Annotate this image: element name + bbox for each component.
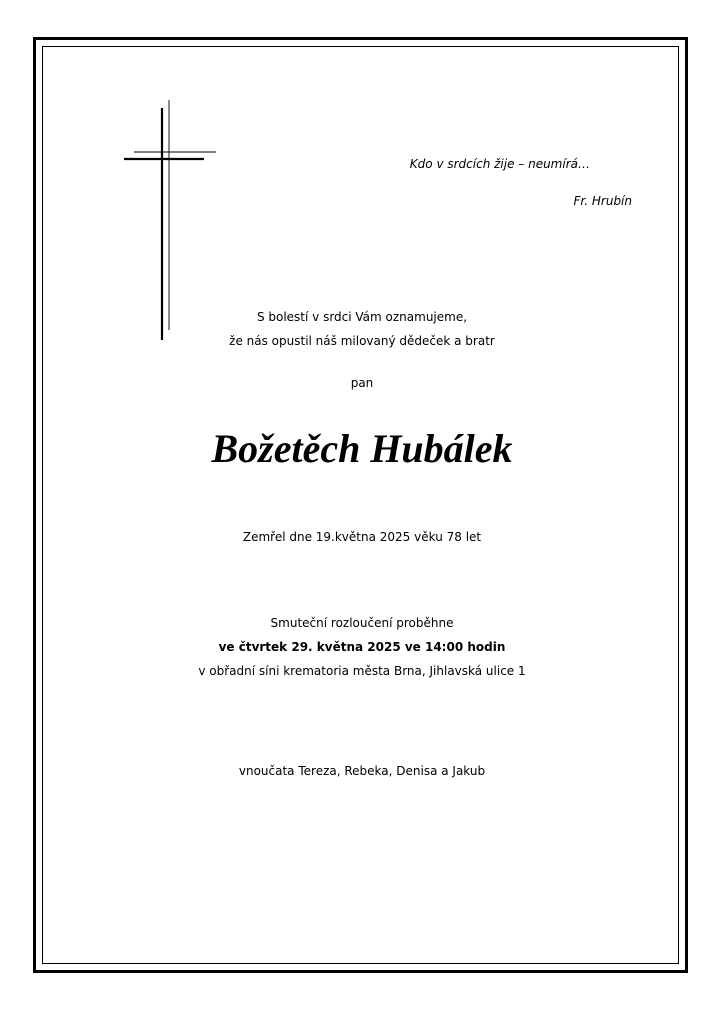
quote-author: Fr. Hrubín [573,194,632,208]
announcement-line-2: že nás opustil náš milovaný dědeček a bratr [229,334,495,348]
mourners-list: vnoučata Tereza, Rebeka, Denisa a Jakub [238,764,486,778]
announcement-title: pan [350,376,374,390]
funeral-intro: Smuteční rozloučení proběhne [270,616,454,630]
funeral-location: v obřadní síni krematoria města Brna, Jihlavská ulice 1 [198,664,526,678]
death-info: Zemřel dne 19.května 2025 věku 78 let [242,530,482,544]
deceased-name: Božetěch Hubálek [211,426,513,471]
cross-icon [120,100,220,345]
quote-text: Kdo v srdcích žije – neumírá… [409,157,590,171]
funeral-datetime: ve čtvrtek 29. května 2025 ve 14:00 hodin [218,640,506,654]
announcement-line-1: S bolestí v srdci Vám oznamujeme, [256,310,468,324]
